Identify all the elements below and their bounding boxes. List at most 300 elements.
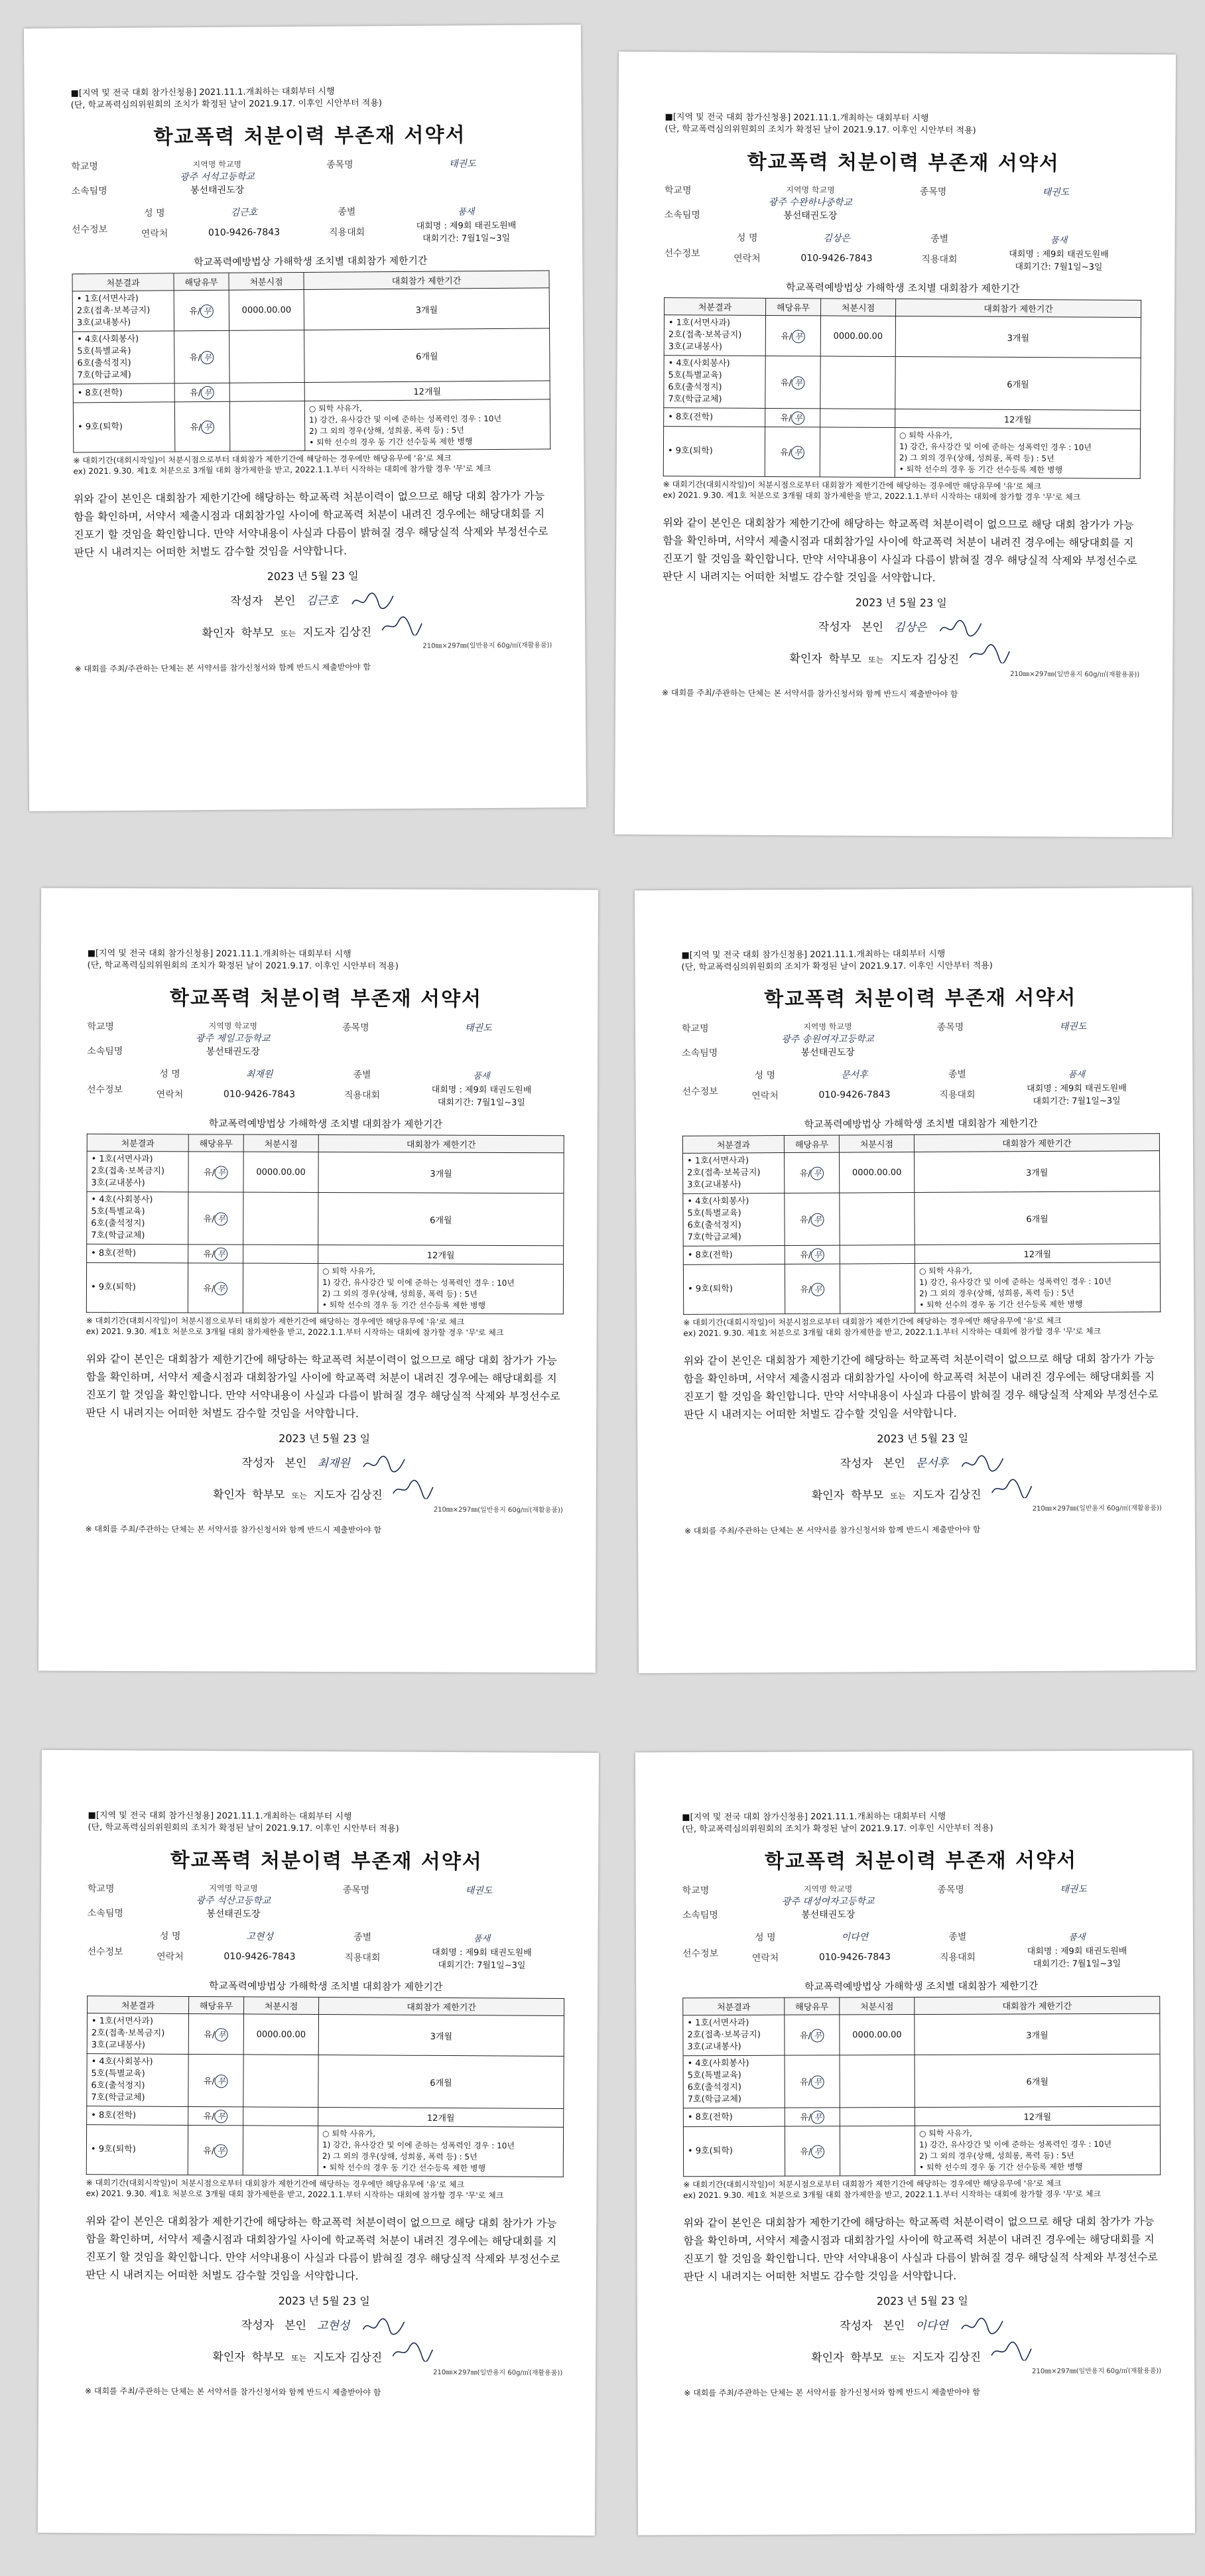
writer-label: 작성자 bbox=[840, 1457, 873, 1471]
instructor-label: 지도자 김상진 bbox=[313, 1488, 383, 1503]
circle-mark: 무 bbox=[811, 1213, 824, 1226]
pledge-body: 위와 같이 본인은 대회참가 제한기간에 해당하는 학교폭력 처분이력이 없으므로 해당 대회 참가가 가능함을 확인하며, 서약서 제출시점과 대회참가일 사이에 학교폭력 처분이 내려진 경우에는 해당대회를 지진포기 할 것임을 확인합니다. 만약 서약내용이 사실과 다름이 밝혀질 경우 해당실적 삭제와 부정선수로 판단 시 내려지는 어떠한 처벌도 감수할 것임을 서약합니다. bbox=[85, 2214, 560, 2283]
competition-value bbox=[399, 1082, 564, 1108]
team-value: 봉선태권도장 bbox=[800, 1047, 855, 1058]
circle-mark: 무 bbox=[811, 2075, 824, 2088]
school-small-label: 지역명 학교명 bbox=[803, 1022, 852, 1032]
footer-note: ※ 대회를 주최/주관하는 단체는 본 서약서를 참가신청서와 함께 반드시 제출받아야 함 bbox=[661, 688, 958, 699]
competition-label: 직용대회 bbox=[939, 1952, 976, 1963]
form-header-note bbox=[71, 84, 548, 111]
note-line-2: ex) 2021. 9.30. 제1호 처분으로 3개월 대회 참가제한을 받고, 2022.1.1.부터 시작하는 대회에 참가할 경우 '무'로 체크 bbox=[683, 1326, 1102, 1338]
footer-note: ※ 대회를 주최/주관하는 단체는 본 서약서를 참가신청서와 함께 반드시 제출받아야 함 bbox=[684, 1525, 981, 1536]
team-label: 소속팀명 bbox=[71, 186, 107, 197]
signature-icon bbox=[959, 1453, 1005, 1473]
athlete-label: 선수정보 bbox=[682, 1086, 718, 1097]
signature-icon bbox=[389, 2342, 435, 2362]
restriction-table bbox=[682, 1996, 1161, 2177]
circle-mark: 무 bbox=[811, 2145, 824, 2158]
row-label: • 8호(전학) bbox=[664, 408, 765, 427]
date-cell bbox=[243, 2126, 318, 2176]
yesno-mark: 유/ 무 bbox=[785, 1245, 840, 1264]
table-caption: 학교폭력예방법상 가해학생 조치별 대회참가 제한기간 bbox=[208, 1117, 443, 1130]
table-note bbox=[683, 2178, 1161, 2201]
confirm-label: 확인자 bbox=[789, 652, 822, 666]
event-label: 종목명 bbox=[937, 1884, 964, 1895]
table-row bbox=[683, 2125, 1160, 2177]
gender-value: 품새 bbox=[473, 1071, 490, 1081]
event-value: 태권도 bbox=[465, 1022, 492, 1034]
col-yesno: 해당유무 bbox=[785, 1998, 840, 2015]
footer-note: ※ 대회를 주최/주관하는 단체는 본 서약서를 참가신청서와 함께 반드시 제출받아야 함 bbox=[74, 662, 371, 674]
table-header-row bbox=[87, 1134, 564, 1153]
self-label: 본인 bbox=[273, 594, 296, 608]
yesno-mark: 유/ 무 bbox=[174, 401, 230, 452]
date-cell bbox=[820, 427, 895, 478]
table-row bbox=[683, 1262, 1160, 1315]
col-result: 처분결과 bbox=[87, 1134, 188, 1152]
contact-value: 010-9426-7843 bbox=[208, 227, 281, 239]
name-label: 성 명 bbox=[736, 232, 758, 243]
signature-icon bbox=[959, 2316, 1005, 2336]
footer-note: ※ 대회를 주최/주관하는 단체는 본 서약서를 참가신청서와 함께 반드시 제출받아야 함 bbox=[684, 2387, 980, 2398]
period-cell: ○ 퇴학 사유가, 1) 강간, 유사강간 및 이에 준하는 성폭력인 경우 : 10년 2) 그 외의 경우(상해, 성희롱, 폭력 등) : 5년 • 퇴학 선수의 경우 동 기간 선수등록 제한 병행 bbox=[318, 1263, 563, 1314]
yesno-mark: 유/ 무 bbox=[188, 1152, 243, 1192]
competition-period: 대회기간: 7월1일~3일 bbox=[437, 1097, 526, 1109]
pledge-body: 위와 같이 본인은 대회참가 제한기간에 해당하는 학교폭력 처분이력이 없으므로 해당 대회 참가가 가능함을 확인하며, 서약서 제출시점과 대회참가일 사이에 학교폭력 처분이 내려진 경우에는 해당대회를 지진포기 할 것임을 확인합니다. 만약 서약내용이 사실과 다름이 밝혀질 경우 해당실적 삭제와 부정선수로 판단 시 내려지는 어떠한 처벌도 감수할 것임을 서약합니다. bbox=[683, 1352, 1159, 1421]
table-row bbox=[683, 2013, 1160, 2056]
yesno-mark: 유/ 무 bbox=[785, 2126, 840, 2176]
table-row bbox=[87, 1244, 564, 1264]
header-line-1: ■[지역 및 전국 대회 참가신청용] 2021.11.1.개최하는 대회부터 시행 bbox=[88, 1810, 352, 1822]
date-cell: 0000.00.00 bbox=[243, 2014, 318, 2055]
writer-label: 작성자 bbox=[840, 2319, 873, 2333]
gender-value: 품새 bbox=[474, 1933, 491, 1944]
form-header-note bbox=[88, 1810, 565, 1836]
team-value: 봉선태권도장 bbox=[206, 1909, 261, 1920]
contact-label: 연락처 bbox=[156, 1089, 184, 1101]
col-date: 처분시점 bbox=[244, 1997, 319, 2015]
pledge-page bbox=[24, 25, 586, 811]
form-header-note bbox=[665, 111, 1142, 138]
yesno-mark: 유/ 무 bbox=[765, 356, 820, 408]
school-value bbox=[724, 184, 897, 209]
note-line-2: ex) 2021. 9.30. 제1호 처분으로 3개월 대회 참가제한을 받고, 2022.1.1.부터 시작하는 대회에 참가할 경우 '무'로 체크 bbox=[683, 2189, 1102, 2201]
competition-label: 직용대회 bbox=[939, 1089, 976, 1101]
school-value bbox=[147, 1020, 319, 1045]
signature-icon bbox=[987, 2340, 1034, 2360]
date-cell bbox=[840, 1264, 915, 1314]
school-small-label: 지역명 학교명 bbox=[192, 159, 242, 170]
school-info bbox=[682, 1019, 1159, 1063]
yesno-mark: 유/ 무 bbox=[188, 2106, 243, 2125]
pledge-body: 위와 같이 본인은 대회참가 제한기간에 해당하는 학교폭력 처분이력이 없으므로 해당 대회 참가가 가능함을 확인하며, 서약서 제출시점과 대회참가일 사이에 학교폭력 처분이 내려진 경우에는 해당대회를 지진포기 할 것임을 확인합니다. 만약 서약내용이 사실과 다름이 밝혀질 경우 해당실적 삭제와 부정선수로 판단 시 내려지는 어떠한 처벌도 감수할 것임을 서약합니다. bbox=[662, 516, 1137, 584]
event-value: 태권도 bbox=[1042, 187, 1070, 198]
yesno-mark: 유/ 무 bbox=[188, 1245, 243, 1263]
writer-label: 작성자 bbox=[241, 2319, 275, 2333]
table-row bbox=[87, 1151, 564, 1193]
table-row bbox=[73, 328, 550, 384]
name-label: 성 명 bbox=[144, 208, 165, 219]
team-value: 봉선태권도장 bbox=[190, 184, 245, 196]
row-label: • 8호(전학) bbox=[87, 1244, 188, 1263]
table-row bbox=[73, 399, 550, 452]
form-title: 학교폭력 처분이력 부존재 서약서 bbox=[169, 986, 483, 1011]
pledge-page bbox=[615, 52, 1176, 837]
school-value bbox=[147, 1882, 320, 1907]
school-label: 학교명 bbox=[87, 1883, 115, 1895]
header-line-1: ■[지역 및 전국 대회 참가신청용] 2021.11.1.개최하는 대회부터 시행 bbox=[70, 86, 335, 99]
header-line-2: (단, 학교폭력심의위원회의 조치가 확정된 날이 2021.9.17. 이후인 시안부터 적용) bbox=[681, 961, 993, 973]
circle-mark: 무 bbox=[811, 1249, 824, 1262]
circle-mark: 무 bbox=[214, 1282, 227, 1295]
table-row bbox=[72, 288, 549, 332]
team-label: 소속팀명 bbox=[664, 210, 700, 221]
period-cell: 6개월 bbox=[895, 356, 1141, 410]
row-label: • 9호(퇴학) bbox=[86, 1262, 188, 1313]
school-small-label: 지역명 학교명 bbox=[209, 1883, 258, 1893]
yesno-mark: 유/ 무 bbox=[785, 2108, 840, 2126]
athlete-name: 이다연 bbox=[841, 1932, 869, 1943]
gender-value: 품새 bbox=[1068, 1932, 1086, 1942]
parent-label: 학부모 bbox=[828, 652, 862, 666]
contact-label: 연락처 bbox=[157, 1951, 184, 1962]
circle-mark: 무 bbox=[201, 350, 214, 364]
self-label: 본인 bbox=[285, 2319, 307, 2333]
competition-period: 대회기간: 7월1일~3일 bbox=[1033, 1096, 1121, 1107]
period-cell: 12개월 bbox=[318, 2107, 564, 2127]
header-line-1: ■[지역 및 전국 대회 참가신청용] 2021.11.1.개최하는 대회부터 시행 bbox=[682, 1811, 946, 1823]
period-cell: 6개월 bbox=[318, 2055, 564, 2108]
form-header-note bbox=[88, 948, 565, 974]
pledge-date: 2023 년 5월 23 일 bbox=[278, 2294, 370, 2308]
confirm-row bbox=[662, 642, 1139, 667]
confirm-label: 확인자 bbox=[811, 1489, 845, 1503]
yesno-mark: 유/ 무 bbox=[188, 2125, 243, 2175]
table-row bbox=[86, 1262, 563, 1314]
date-cell bbox=[243, 1192, 318, 1245]
table-row bbox=[87, 2013, 564, 2057]
gender-value: 품새 bbox=[458, 206, 475, 217]
writer-row bbox=[684, 2315, 1161, 2337]
name-label: 성 명 bbox=[159, 1931, 181, 1942]
school-label: 학교명 bbox=[87, 1021, 114, 1032]
header-line-1: ■[지역 및 전국 대회 참가신청용] 2021.11.1.개최하는 대회부터 시행 bbox=[681, 949, 946, 961]
contact-value: 010-9426-7843 bbox=[818, 1952, 891, 1963]
pledge-form bbox=[662, 111, 1143, 701]
signer-name: 최재원 bbox=[317, 1456, 350, 1471]
note-line-1: ※ 대회기간(대회시작일)이 처분시점으로부터 대회참가 제한기간에 해당하는 경우에만 해당유무에 '유'로 체크 bbox=[86, 2178, 465, 2190]
header-line-2: (단, 학교폭력심의위원회의 조치가 확정된 날이 2021.9.17. 이후인 시안부터 적용) bbox=[88, 1822, 399, 1834]
confirm-row bbox=[86, 1478, 563, 1503]
period-cell: 6개월 bbox=[304, 328, 550, 383]
col-period: 대회참가 제한기간 bbox=[319, 1998, 564, 2016]
table-row bbox=[86, 2125, 563, 2177]
row-label: • 8호(전학) bbox=[683, 1246, 785, 1265]
yesno-mark: 유/ 무 bbox=[785, 2015, 840, 2055]
table-row bbox=[664, 315, 1141, 358]
school-info bbox=[87, 1020, 564, 1063]
row-label: • 9호(퇴학) bbox=[683, 1264, 785, 1315]
col-result: 처분결과 bbox=[682, 1136, 784, 1154]
table-caption: 학교폭력예방법상 가해학생 조치별 대회참가 제한기간 bbox=[786, 281, 1020, 295]
event-value: 태권도 bbox=[448, 159, 476, 170]
contact-label: 연락처 bbox=[751, 1952, 779, 1964]
period-cell: 3개월 bbox=[895, 316, 1141, 358]
row-label: • 1호(서면사과) 2호(접촉·보복금지) 3호(교내봉사) bbox=[87, 1151, 188, 1192]
header-line-1: ■[지역 및 전국 대회 참가신청용] 2021.11.1.개최하는 대회부터 시행 bbox=[87, 948, 351, 960]
col-date: 처분시점 bbox=[243, 1134, 318, 1152]
table-row bbox=[87, 2054, 564, 2109]
date-cell bbox=[840, 1245, 915, 1264]
row-label: • 4호(사회봉사) 5호(특별교육) 6호(출석정지) 7호(학급교체) bbox=[683, 2055, 785, 2108]
form-title: 학교폭력 처분이력 부존재 서약서 bbox=[170, 1848, 483, 1874]
school-small-label: 지역명 학교명 bbox=[803, 1884, 853, 1894]
col-period: 대회참가 제한기간 bbox=[318, 1134, 564, 1152]
table-row bbox=[682, 1151, 1159, 1194]
athlete-info bbox=[682, 1065, 1159, 1109]
circle-mark: 무 bbox=[201, 386, 214, 399]
name-label: 성 명 bbox=[755, 1932, 776, 1943]
event-value: 태권도 bbox=[1059, 1021, 1087, 1032]
school-name: 광주 대성여자고등학교 bbox=[781, 1896, 875, 1907]
pledge-date: 2023 년 5월 23 일 bbox=[877, 1432, 969, 1446]
table-note bbox=[86, 1316, 564, 1339]
signature-icon bbox=[389, 1479, 436, 1499]
form-title: 학교폭력 처분이력 부존재 서약서 bbox=[747, 150, 1060, 176]
yesno-mark: 유/ 무 bbox=[188, 2054, 243, 2106]
gender-label: 종별 bbox=[948, 1931, 967, 1942]
writer-row bbox=[662, 616, 1139, 639]
col-result: 처분결과 bbox=[665, 298, 766, 316]
date-cell bbox=[243, 1263, 318, 1313]
col-date: 처분시점 bbox=[840, 1998, 915, 2015]
row-label: • 4호(사회봉사) 5호(특별교육) 6호(출석정지) 7호(학급교체) bbox=[87, 2054, 188, 2107]
circle-mark: 무 bbox=[811, 1282, 824, 1296]
table-row bbox=[664, 408, 1141, 429]
period-cell: 6개월 bbox=[318, 1192, 564, 1245]
instructor-label: 지도자 김상진 bbox=[890, 652, 960, 667]
signer-name: 김근호 bbox=[306, 594, 339, 608]
contact-value: 010-9426-7843 bbox=[800, 253, 873, 264]
or-label: 또는 bbox=[291, 1491, 307, 1501]
col-yesno: 해당유무 bbox=[784, 1135, 839, 1152]
period-cell: 6개월 bbox=[915, 2054, 1160, 2107]
competition-label: 직용대회 bbox=[344, 1952, 381, 1964]
col-date: 처분시점 bbox=[229, 273, 304, 291]
school-label: 학교명 bbox=[681, 1023, 709, 1034]
athlete-info bbox=[72, 202, 549, 246]
restriction-table bbox=[86, 1134, 564, 1315]
row-label: • 8호(전학) bbox=[683, 2108, 785, 2127]
period-cell: 12개월 bbox=[895, 409, 1141, 429]
table-header-row bbox=[88, 1996, 564, 2016]
circle-mark: 무 bbox=[811, 1166, 824, 1180]
school-name: 광주 석산고등학교 bbox=[196, 1895, 271, 1907]
parent-label: 학부모 bbox=[850, 2351, 883, 2365]
gender-value: 품새 bbox=[1068, 1069, 1085, 1080]
athlete-label: 선수정보 bbox=[664, 248, 700, 259]
yesno-mark: 유/ 무 bbox=[785, 1193, 840, 1245]
competition-name: 대회명 : 제9회 태권도원배 bbox=[1027, 1946, 1127, 1957]
signature-icon bbox=[966, 644, 1012, 663]
period-cell: 12개월 bbox=[915, 1244, 1160, 1264]
paper-note: 210㎜×297㎜(일반용지 60g/㎡(재활용품)) bbox=[422, 642, 552, 650]
competition-value bbox=[383, 218, 549, 244]
circle-mark: 무 bbox=[791, 446, 804, 459]
table-row bbox=[664, 356, 1141, 411]
school-info bbox=[88, 1881, 565, 1926]
competition-name: 대회명 : 제9회 태권도원배 bbox=[416, 220, 517, 232]
date-cell bbox=[840, 1193, 915, 1246]
circle-mark: 무 bbox=[215, 1166, 228, 1179]
note-line-1: ※ 대회기간(대회시작일)이 처분시점으로부터 대회참가 제한기간에 해당하는 경우에만 해당유무에 '유'로 체크 bbox=[683, 2179, 1062, 2190]
period-cell: ○ 퇴학 사유가, 1) 강간, 유사강간 및 이에 준하는 성폭력인 경우 : 10년 2) 그 외의 경우(상해, 성희롱, 폭력 등) : 5년 • 퇴학 선수의 경우 동 기간 선수등록 제한 병행 bbox=[318, 2126, 563, 2177]
restriction-table bbox=[682, 1133, 1161, 1315]
row-label: • 9호(퇴학) bbox=[663, 427, 765, 477]
confirm-row bbox=[85, 2340, 562, 2366]
col-date: 처분시점 bbox=[839, 1135, 914, 1153]
row-label: • 9호(퇴학) bbox=[73, 402, 175, 452]
pledge-form bbox=[86, 948, 565, 1536]
col-period: 대회참가 제한기간 bbox=[304, 271, 549, 290]
writer-row bbox=[684, 1452, 1161, 1475]
confirm-label: 확인자 bbox=[811, 2351, 844, 2365]
paper-note: 210㎜×297㎜(일반용지 60g/㎡(재활용품)) bbox=[1032, 2367, 1162, 2376]
or-label: 또는 bbox=[280, 629, 296, 639]
table-row bbox=[87, 1191, 564, 1246]
writer-label: 작성자 bbox=[241, 1456, 275, 1470]
pledge-page bbox=[635, 1751, 1195, 2536]
restriction-table bbox=[663, 297, 1141, 479]
yesno-mark: 유/ 무 bbox=[174, 383, 229, 402]
signature-icon bbox=[987, 1478, 1034, 1498]
gender-label: 종별 bbox=[353, 1069, 371, 1081]
date-cell: 0000.00.00 bbox=[840, 2015, 915, 2055]
circle-mark: 무 bbox=[215, 2028, 228, 2041]
team-label: 소속팀명 bbox=[87, 1908, 123, 1919]
self-label: 본인 bbox=[285, 1456, 307, 1470]
school-small-label: 지역명 학교명 bbox=[208, 1021, 258, 1031]
team-label: 소속팀명 bbox=[682, 1048, 718, 1059]
period-cell: ○ 퇴학 사유가, 1) 강간, 유사강간 및 이에 준하는 성폭력인 경우 : 10년 2) 그 외의 경우(상해, 성희롱, 폭력 등) : 5년 • 퇴학 선수의 경우 동 기간 선수등록 제한 병행 bbox=[895, 427, 1140, 478]
yesno-mark: 유/ 무 bbox=[785, 2055, 840, 2108]
col-result: 처분결과 bbox=[683, 1998, 785, 2015]
name-label: 성 명 bbox=[754, 1070, 776, 1081]
circle-mark: 무 bbox=[215, 1247, 228, 1260]
table-note bbox=[663, 479, 1141, 503]
athlete-info bbox=[87, 1927, 564, 1971]
gender-label: 종별 bbox=[948, 1069, 966, 1080]
note-line-2: ex) 2021. 9.30. 제1호 처분으로 3개월 대회 참가제한을 받고, 2022.1.1.부터 시작하는 대회에 참가할 경우 '무'로 체크 bbox=[86, 1326, 504, 1337]
event-label: 종목명 bbox=[326, 159, 353, 170]
date-cell bbox=[820, 356, 895, 409]
self-label: 본인 bbox=[883, 2319, 905, 2333]
instructor-label: 지도자 김상진 bbox=[912, 1488, 982, 1503]
circle-mark: 무 bbox=[811, 2029, 824, 2042]
form-title: 학교폭력 처분이력 부존재 서약서 bbox=[764, 1849, 1078, 1873]
note-line-1: ※ 대회기간(대회시작일)이 처분시점으로부터 대회참가 제한기간에 해당하는 경우에만 해당유무에 '유'로 체크 bbox=[683, 1316, 1062, 1327]
row-label: • 8호(전학) bbox=[87, 2106, 188, 2126]
date-cell: 0000.00.00 bbox=[820, 316, 895, 357]
header-line-2: (단, 학교폭력심의위원회의 조치가 확정된 날이 2021.9.17. 이후인 시안부터 적용) bbox=[70, 98, 383, 111]
confirm-row bbox=[684, 1477, 1162, 1503]
table-row bbox=[683, 1244, 1160, 1265]
yesno-mark: 유/ 무 bbox=[188, 2013, 243, 2054]
athlete-name: 최재원 bbox=[245, 1069, 273, 1080]
table-note bbox=[73, 452, 550, 476]
date-cell bbox=[820, 409, 895, 428]
note-line-2: ex) 2021. 9.30. 제1호 처분으로 3개월 대회 참가제한을 받고, 2022.1.1.부터 시작하는 대회에 참가할 경우 '무'로 체크 bbox=[73, 464, 491, 476]
row-label: • 8호(전학) bbox=[73, 383, 174, 403]
contact-value: 010-9426-7843 bbox=[818, 1089, 891, 1101]
signature-icon bbox=[349, 590, 396, 610]
event-label: 종목명 bbox=[936, 1022, 964, 1033]
pledge-form bbox=[85, 1810, 566, 2399]
parent-label: 학부모 bbox=[252, 1488, 285, 1502]
gender-label: 종별 bbox=[930, 234, 949, 245]
school-label: 학교명 bbox=[664, 185, 692, 196]
athlete-label: 선수정보 bbox=[87, 1946, 123, 1958]
contact-label: 연락처 bbox=[733, 253, 761, 264]
header-line-2: (단, 학교폭력심의위원회의 조치가 확정된 날이 2021.9.17. 이후인 시안부터 적용) bbox=[87, 960, 399, 972]
team-value: 봉선태권도장 bbox=[783, 210, 838, 222]
date-cell bbox=[229, 383, 304, 402]
competition-period: 대회기간: 7월1일~3일 bbox=[422, 233, 511, 244]
period-cell: 3개월 bbox=[318, 2015, 564, 2057]
school-label: 학교명 bbox=[682, 1885, 710, 1897]
signer-name: 김상은 bbox=[893, 620, 927, 635]
table-caption: 학교폭력예방법상 가해학생 조치별 대회참가 제한기간 bbox=[804, 1117, 1038, 1130]
school-value bbox=[741, 1020, 914, 1046]
period-cell: 12개월 bbox=[915, 2106, 1160, 2126]
signer-name: 고현성 bbox=[316, 2319, 350, 2333]
athlete-name: 고현성 bbox=[246, 1931, 273, 1942]
confirm-label: 확인자 bbox=[212, 1488, 246, 1502]
note-line-1: ※ 대회기간(대회시작일)이 처분시점으로부터 대회참가 제한기간에 해당하는 경우에만 해당유무에 '유'로 체크 bbox=[86, 1316, 465, 1327]
school-label: 학교명 bbox=[71, 161, 98, 172]
col-yesno: 해당유무 bbox=[766, 298, 821, 315]
contact-label: 연락처 bbox=[751, 1091, 779, 1102]
circle-mark: 무 bbox=[214, 2144, 227, 2157]
signer-name: 문서후 bbox=[915, 1456, 949, 1470]
yesno-mark: 유/ 무 bbox=[765, 408, 820, 427]
writer-label: 작성자 bbox=[230, 594, 263, 608]
competition-name: 대회명 : 제9회 태권도원배 bbox=[432, 1947, 532, 1958]
row-label: • 9호(퇴학) bbox=[683, 2126, 785, 2177]
paper-note: 210㎜×297㎜(일반용지 60g/㎡(재활용품)) bbox=[1032, 1505, 1162, 1513]
date-cell bbox=[243, 2107, 318, 2126]
date-cell bbox=[229, 330, 305, 383]
row-label: • 1호(서면사과) 2호(접촉·보복금지) 3호(교내봉사) bbox=[72, 291, 174, 332]
restriction-table bbox=[86, 1996, 564, 2177]
period-cell: 3개월 bbox=[915, 2013, 1160, 2055]
team-label: 소속팀명 bbox=[682, 1910, 718, 1921]
table-row bbox=[683, 2106, 1160, 2127]
school-small-label: 지역명 학교명 bbox=[786, 185, 835, 195]
athlete-info bbox=[87, 1065, 564, 1109]
gender-label: 종별 bbox=[338, 206, 356, 218]
circle-mark: 무 bbox=[215, 2074, 228, 2088]
paper-note: 210㎜×297㎜(일반용지 60g/㎡(재활용품)) bbox=[433, 2368, 563, 2377]
athlete-label: 선수정보 bbox=[682, 1948, 719, 1960]
date-cell: 0000.00.00 bbox=[243, 1152, 318, 1192]
pledge-body: 위와 같이 본인은 대회참가 제한기간에 해당하는 학교폭력 처분이력이 없으므로 해당 대회 참가가 가능함을 확인하며, 서약서 제출시점과 대회참가일 사이에 학교폭력 처분이 내려진 경우에는 해당대회를 지진포기 할 것임을 확인합니다. 만약 서약내용이 사실과 다름이 밝혀질 경우 해당실적 삭제와 부정선수로 판단 시 내려지는 어떠한 처벌도 감수할 것임을 서약합니다. bbox=[73, 489, 548, 559]
competition-label: 직용대회 bbox=[921, 254, 958, 265]
event-label: 종목명 bbox=[919, 186, 947, 198]
competition-value bbox=[976, 247, 1141, 273]
circle-mark: 무 bbox=[792, 376, 805, 389]
signature-icon bbox=[361, 1454, 407, 1473]
